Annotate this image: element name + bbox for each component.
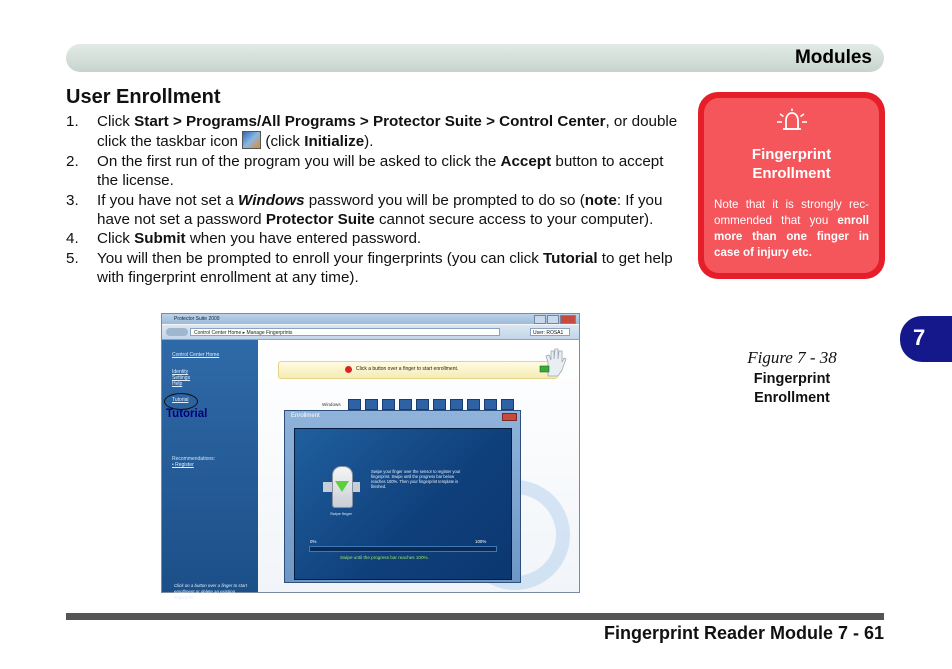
footer-bar	[66, 613, 884, 620]
close-button[interactable]	[560, 315, 576, 324]
recommendations-label: Recommendations:	[172, 456, 216, 462]
note-text-plain: Note that it is strongly rec-ommended that you	[714, 198, 869, 227]
step-item	[66, 152, 678, 191]
step-bold: note	[584, 191, 617, 209]
message-bar	[278, 361, 558, 379]
step-text: On the first run of the program you will be asked to click the	[97, 152, 501, 170]
bell-alert-icon	[775, 108, 809, 134]
step-text: button to accept the license.	[97, 152, 664, 190]
finger-button[interactable]	[467, 399, 480, 410]
step-number: 5.	[66, 249, 79, 267]
swipe-label: Swipe finger	[330, 511, 353, 516]
note-text	[714, 197, 869, 261]
chapter-number: 7	[913, 325, 926, 350]
window-controls	[534, 315, 576, 324]
sidebar-link-identity[interactable]: Identity	[172, 369, 189, 375]
figure-caption	[700, 370, 884, 408]
step-text: If you have not set a	[97, 191, 238, 209]
figure-number: Figure 7 - 38	[747, 348, 837, 367]
maximize-button[interactable]	[547, 315, 559, 324]
enrollment-dialog	[284, 410, 521, 583]
window-title: Protector Suite 2009	[174, 316, 220, 322]
note-inner	[704, 98, 879, 273]
alert-dot-icon	[345, 366, 352, 373]
screenshot-figure	[161, 313, 580, 600]
sidebar-link-register[interactable]: • Register	[172, 462, 194, 468]
chapter-tab	[900, 316, 952, 362]
step-bold: Accept	[500, 152, 552, 170]
hand-icon	[540, 346, 568, 378]
step-text: Click	[97, 230, 135, 248]
step-text: when you have entered password.	[185, 230, 422, 248]
tutorial-callout: Tutorial	[166, 408, 208, 420]
step-text: You will then be prompted to enroll your fingerprints (you can click	[97, 249, 544, 267]
step-item	[66, 249, 678, 288]
step-text: Click	[97, 113, 135, 130]
finger-button[interactable]	[450, 399, 463, 410]
sidebar-link-help[interactable]: Help	[172, 381, 183, 387]
note-title-line: Fingerprint	[751, 146, 832, 163]
step-text: password you will be prompted to do so (	[304, 191, 585, 209]
progress-start-label: 0%	[310, 539, 317, 544]
sidebar-link-tutorial[interactable]: Tutorial	[172, 397, 189, 403]
step-number: 4.	[66, 230, 79, 248]
note-box	[698, 92, 885, 279]
note-title-line: Enrollment	[752, 165, 831, 182]
step-bold: Submit	[134, 230, 186, 248]
progress-bar	[309, 546, 497, 552]
note-title	[704, 145, 879, 183]
finger-button[interactable]	[484, 399, 497, 410]
windows-label: Windows	[322, 402, 341, 407]
footer-page-label: Fingerprint Reader Module 7 - 61	[603, 623, 884, 643]
step-number: 3.	[66, 191, 79, 209]
finger-button[interactable]	[365, 399, 378, 410]
message-text: Click a button over a finger to start enrollment.	[356, 366, 459, 372]
step-text: to get help with fingerprint enrollment at any time).	[97, 249, 673, 287]
taskbar-app-icon	[242, 131, 261, 149]
sidebar-link-settings[interactable]: Settings	[172, 375, 191, 381]
finger-button[interactable]	[348, 399, 361, 410]
step-bold-italic: Windows	[238, 191, 305, 209]
steps-list	[66, 112, 678, 288]
window-sidebar	[162, 340, 258, 600]
dialog-body	[294, 428, 512, 580]
step-text: : If you have not set a password	[97, 191, 663, 229]
step-bold: Initialize	[304, 133, 365, 151]
window-navbar	[162, 325, 579, 340]
minimize-button[interactable]	[534, 315, 546, 324]
step-text: (click	[261, 133, 305, 151]
dialog-title: Enrollment	[291, 413, 320, 419]
step-item	[66, 112, 678, 152]
step-item	[66, 229, 678, 248]
step-item	[66, 191, 678, 230]
sidebar-footer-hint: Click on a button over a finger to start enrollment or delete an existing fingerprint.	[174, 583, 247, 600]
step-number: 2.	[66, 152, 79, 170]
dialog-close-button[interactable]	[502, 413, 517, 421]
sidebar-link-home[interactable]: Control Center Home	[172, 352, 220, 358]
window-titlebar	[162, 314, 579, 324]
finger-button[interactable]	[399, 399, 412, 410]
user-selector[interactable]: User: ROSA1	[530, 328, 570, 336]
step-bold: Start > Programs/All Programs > Protector Suite > Control Center	[134, 113, 606, 130]
figure-caption-line: Fingerprint	[753, 371, 831, 387]
note-text-bold: enroll more than one finger in case of injury etc.	[714, 214, 869, 259]
figure-caption-line: Enrollment	[754, 390, 830, 406]
progress-end-label: 100%	[475, 539, 487, 544]
header-bar	[66, 44, 884, 72]
swipe-arrow-icon	[335, 481, 349, 492]
finger-button[interactable]	[416, 399, 429, 410]
step-bold: Tutorial	[543, 249, 598, 267]
finger-button[interactable]	[382, 399, 395, 410]
header-title: Modules	[794, 47, 872, 68]
back-forward-buttons[interactable]	[166, 328, 188, 336]
step-text: , or double click the taskbar icon	[97, 113, 678, 151]
step-bold: Protector Suite	[265, 211, 375, 229]
finger-buttons	[348, 399, 514, 410]
breadcrumb[interactable]: Control Center Home ▸ Manage Fingerprints	[190, 328, 500, 336]
progress-hint: Swipe until the progress bar reaches 100%.	[340, 555, 429, 560]
step-number: 1.	[66, 113, 79, 130]
step-text: cannot secure access to your computer).	[374, 211, 654, 229]
dialog-instruction: Swipe your finger over the sensor to register your fingerprint. Swipe until the progress bar below reaches 100%. Then your fingerprint template is finished.	[371, 469, 461, 489]
finger-button[interactable]	[433, 399, 446, 410]
section-title: User Enrollment	[66, 86, 221, 108]
step-text: ).	[364, 133, 374, 151]
finger-button[interactable]	[501, 399, 514, 410]
